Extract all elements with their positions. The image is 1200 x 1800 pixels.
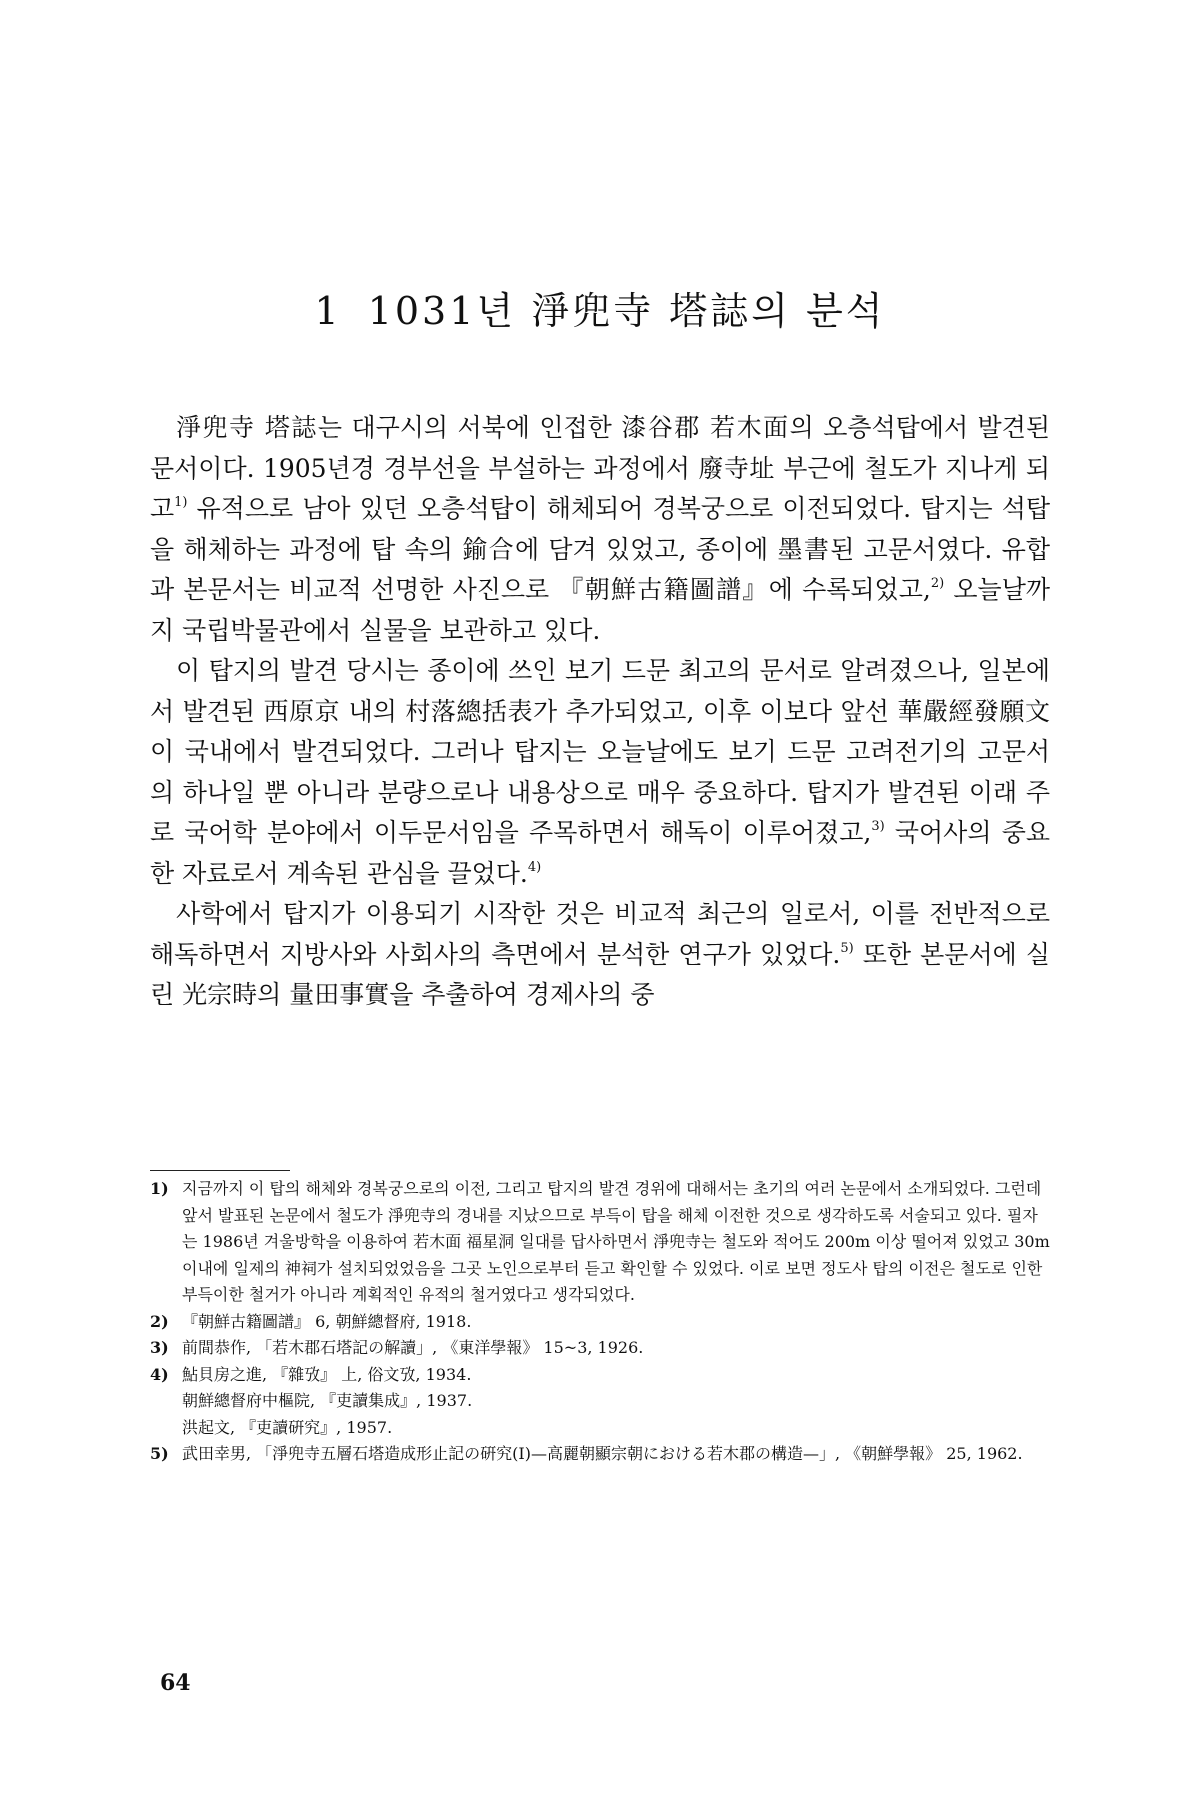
footnote-marker: 4) xyxy=(150,1364,169,1384)
footnote-ref: 2) xyxy=(930,576,945,591)
footnote-marker: 5) xyxy=(150,1444,169,1463)
chapter-title-text: 1031년 淨兜寺 塔誌의 분석 xyxy=(367,289,886,333)
footnote-text: 지금까지 이 탑의 해체와 경복궁으로의 이전, 그리고 탑지의 발견 경위에 대해서는 초기의 여러 논문에서 소개되었다. 그런데 앞서 발표된 논문에서 철도가 淨兜寺의 경내를 지났으므로 부득이 탑을 해체 이전한 것으로 생각하도록 서술되고 있다. 필자는 1986년 겨울방학을 이용하여 若木面 福星洞 일대를 답사하면서 淨兜寺는 철도와 적어도 200m 이상 떨어져 있었고 30m 이내에 일제의 神祠가 설치되었었음을 그곳 노인으로부터 듣고 확인할 수 있었다. 이로 보면 정도사 탑의 이전은 철도로 인한 부득이한 철거가 아니라 계획적인 유적의 철거였다고 생각되었다. xyxy=(182,1179,1050,1304)
footnote-ref: 3) xyxy=(871,819,885,834)
footnote-ref: 5) xyxy=(840,940,854,956)
footnote-text: 『朝鮮古籍圖譜』 6, 朝鮮總督府, 1918. xyxy=(182,1311,472,1331)
footnote-text: 洪起文, 『吏讀硏究』, 1957. xyxy=(182,1417,393,1437)
footnote-ref: 1) xyxy=(174,495,188,510)
page-number: 64 xyxy=(160,1670,191,1696)
footnote xyxy=(150,1362,1050,1442)
footnote-divider xyxy=(150,1170,290,1171)
footnote xyxy=(150,1335,1050,1362)
paragraph: 淨兜寺 塔誌는 대구시의 서북에 인접한 漆谷郡 若木面의 오층석탑에서 발견된 문서이다. 1905년경 경부선을 부설하는 과정에서 廢寺址 부근에 철도가 지나게 되고$^{1)}$ 유적으로 남아 있던 오층석탑이 해체되어 경복궁으로 이전되었다. 탑지는 석탑을 해체하는 과정에 탑 속의 鍮合에 담겨 있었고, 종이에 墨書된 고문서였다. 유합과 본문서는 비교적 선명한 사진으로 『朝鮮古籍圖譜』에 수록되었고,$^{2)}$ 오늘날까지 국립박물관에서 실물을 보관하고 있다. xyxy=(150,413,1050,645)
paragraph: 이 탑지의 발견 당시는 종이에 쓰인 보기 드문 최고의 문서로 알려졌으나, 일본에서 발견된 西原京 내의 村落總括表가 추가되었고, 이후 이보다 앞선 華嚴經發願文이 국내에서 발견되었다. 그러나 탑지는 오늘날에도 보기 드문 고려전기의 고문서의 하나일 뿐 아니라 분량으로나 내용상으로 매우 중요하다. 탑지가 발견된 이래 주로 국어학 분야에서 이두문서임을 주목하면서 해독이 이루어졌고,$^{3)}$ 국어사의 중요한 자료로서 계속된 관심을 끌었다.$^{4)}$ xyxy=(150,656,1050,888)
paragraph: 사학에서 탑지가 이용되기 시작한 것은 비교적 최근의 일로서, 이를 전반적으로 해독하면서 지방사와 사회사의 측면에서 분석한 연구가 있었다.$^{5)}$ 또한 본문서에 실린 光宗時의 量田事實을 추출하여 경제사의 중 xyxy=(150,899,1050,1009)
footnote xyxy=(150,1176,1050,1309)
footnote xyxy=(150,1309,1050,1336)
footnote-marker: 1) xyxy=(150,1179,169,1198)
footnote xyxy=(150,1441,1050,1468)
footnote-text: 朝鮮總督府中樞院, 『吏讀集成』, 1937. xyxy=(182,1391,473,1410)
footnote-text: 武田幸男, 「淨兜寺五層石塔造成形止記の硏究(Ⅰ)—高麗朝顯宗朝における若木郡の構造—」, 《朝鮮學報》 25, 1962. xyxy=(182,1444,1023,1463)
chapter-title xyxy=(0,280,1200,335)
footnote-text: 前間恭作, 「若木郡石塔記の解讀」, 《東洋學報》 15~3, 1926. xyxy=(182,1338,644,1357)
footnotes xyxy=(150,1176,1050,1468)
body-text xyxy=(150,408,1050,1016)
footnote-marker: 2) xyxy=(150,1311,169,1331)
chapter-number: 1 xyxy=(314,289,342,333)
footnote-text: 鮎貝房之進, 『雜攷』 上, 俗文攷, 1934. xyxy=(182,1364,472,1384)
footnote-marker: 3) xyxy=(150,1338,169,1357)
footnote-ref: 4) xyxy=(527,859,542,875)
